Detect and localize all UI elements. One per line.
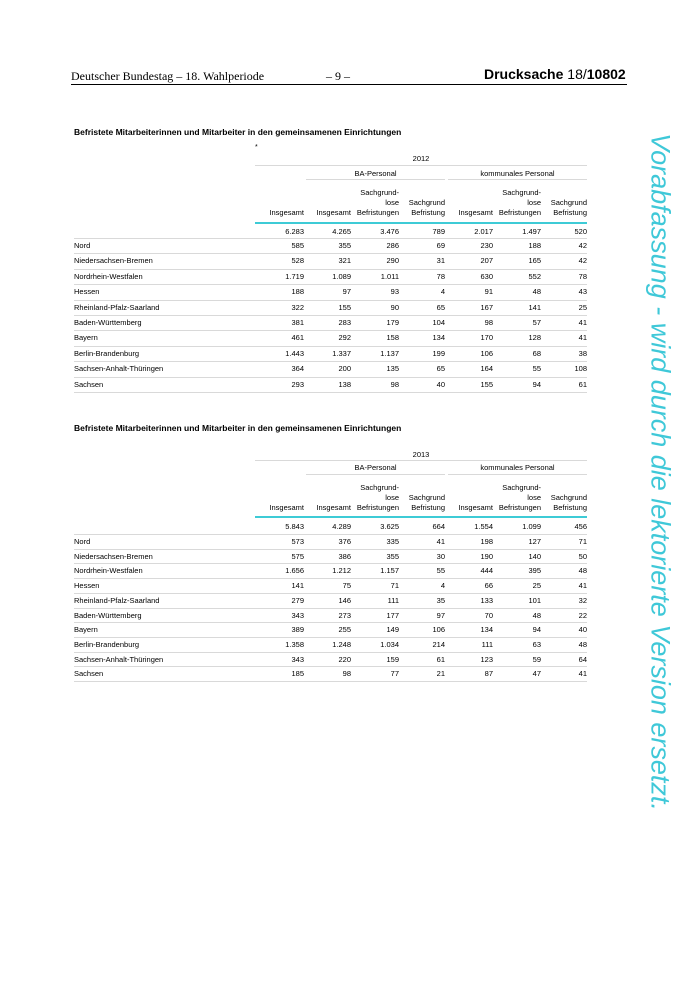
row-divider (74, 608, 587, 609)
total-cell: 664 (432, 522, 445, 531)
drucksache-number-plain: 18/ (563, 66, 587, 82)
table-cell: 48 (578, 639, 587, 649)
table-cell: 21 (436, 669, 445, 679)
total-cell: 2.017 (474, 227, 493, 236)
drucksache-number-bold: 10802 (586, 66, 626, 82)
table-cell: 575 (291, 551, 304, 561)
table-cell: 1.358 (285, 639, 304, 649)
row-label: Hessen (74, 581, 100, 591)
table-cell: 38 (578, 348, 587, 358)
table-cell: 43 (578, 287, 587, 297)
table-cell: 164 (480, 364, 493, 374)
table-cell: 355 (386, 551, 399, 561)
table-cell: 198 (480, 537, 493, 546)
table-cell: 1.011 (380, 271, 399, 281)
table-cell: 94 (532, 625, 541, 635)
column-header: Sachgrund Befristung (550, 198, 587, 217)
header-underline (255, 222, 587, 224)
group-ba-rule (306, 474, 445, 475)
row-label: Berlin-Brandenburg (74, 348, 140, 358)
table-cell: 4 (440, 287, 445, 297)
table-cell: 97 (436, 610, 445, 620)
table-cell: 98 (342, 669, 351, 679)
table-cell: 111 (481, 639, 493, 649)
table-cell: 98 (390, 379, 399, 389)
table-cell: 35 (436, 595, 445, 605)
year-label: 2013 (412, 450, 430, 459)
table-cell: 1.212 (332, 566, 351, 576)
table-cell: 283 (338, 318, 351, 327)
row-label: Sachsen (74, 379, 104, 389)
table-cell: 91 (484, 287, 493, 297)
table-cell: 355 (338, 241, 351, 250)
row-divider (74, 622, 587, 623)
header-left: Deutscher Bundestag – 18. Wahlperiode (71, 69, 265, 83)
table-cell: 4 (440, 581, 445, 591)
table-cell: 41 (578, 333, 587, 343)
group-kommunal-rule (448, 474, 587, 475)
total-cell: 3.476 (380, 227, 399, 236)
table-cell: 573 (291, 537, 304, 546)
table-cell: 444 (480, 566, 493, 576)
row-label: Rheinland-Pfalz-Saarland (74, 595, 160, 605)
header-rule (71, 84, 627, 85)
row-divider (74, 361, 587, 362)
table-cell: 255 (338, 625, 351, 635)
group-ba-label: BA-Personal (354, 463, 397, 472)
table-cell: 61 (578, 379, 587, 389)
table-cell: 94 (532, 379, 541, 389)
table-cell: 68 (532, 348, 541, 358)
total-cell: 4.289 (332, 522, 351, 531)
column-header: Insgesamt (269, 208, 304, 217)
column-header: Sachgrund- lose Befristungen (356, 483, 399, 512)
table-cell: 335 (386, 537, 399, 546)
table-cell: 66 (484, 581, 493, 591)
table-cell: 40 (578, 625, 587, 635)
column-header: Insgesamt (269, 503, 304, 512)
table-cell: 381 (291, 318, 304, 327)
table-cell: 292 (338, 333, 351, 343)
row-label: Rheinland-Pfalz-Saarland (74, 302, 160, 312)
table-cell: 32 (578, 595, 587, 605)
table-cell: 71 (578, 537, 587, 546)
row-label: Sachsen-Anhalt-Thüringen (74, 654, 164, 664)
table-cell: 98 (484, 318, 493, 327)
table-cell: 165 (528, 256, 541, 266)
group-kommunal-rule (448, 179, 587, 180)
table-cell: 65 (436, 302, 445, 312)
row-divider (74, 253, 587, 254)
row-label: Nordrhein-Westfalen (74, 271, 143, 281)
table-cell: 386 (338, 551, 351, 561)
row-label: Bayern (74, 625, 98, 635)
row-label: Baden-Württemberg (74, 610, 142, 620)
table-cell: 395 (528, 566, 541, 576)
table-cell: 41 (578, 669, 587, 679)
row-divider (74, 300, 587, 301)
table-cell: 59 (532, 654, 541, 664)
column-header: Sachgrund Befristung (408, 493, 445, 512)
table-cell: 214 (432, 639, 445, 649)
table-cell: 1.443 (285, 348, 304, 358)
table-title-2013: Befristete Mitarbeiterinnen und Mitarbeiter in den gemeinsamenen Einrichtungen (74, 423, 402, 433)
table-cell: 128 (528, 333, 541, 343)
row-divider (74, 377, 587, 378)
table-cell: 200 (338, 364, 351, 374)
table-cell: 343 (291, 610, 304, 620)
table-cell: 1.656 (285, 566, 304, 576)
asterisk-mark: * (255, 144, 258, 151)
table-cell: 140 (528, 551, 541, 561)
table-cell: 134 (480, 625, 493, 635)
table-cell: 321 (338, 256, 351, 266)
table-cell: 47 (532, 669, 541, 679)
total-cell: 456 (574, 522, 587, 531)
row-divider (74, 330, 587, 331)
table-cell: 188 (291, 287, 304, 297)
table-cell: 1.089 (332, 271, 351, 281)
total-cell: 1.554 (474, 522, 493, 531)
group-ba-rule (306, 179, 445, 180)
table-cell: 70 (484, 610, 493, 620)
row-label: Sachsen (74, 669, 104, 679)
table-cell: 207 (480, 256, 493, 266)
draft-watermark: Vorabfassung - wird durch die lektorierte Version ersetzt. (645, 133, 676, 811)
header-rule-top (255, 165, 587, 166)
total-cell: 1.099 (522, 522, 541, 531)
column-header: Sachgrund Befristung (550, 493, 587, 512)
table-cell: 273 (338, 610, 351, 620)
table-cell: 155 (338, 302, 351, 312)
row-label: Baden-Württemberg (74, 318, 142, 327)
table-cell: 286 (386, 241, 399, 250)
table-cell: 322 (291, 302, 304, 312)
row-label: Nordrhein-Westfalen (74, 566, 143, 576)
column-header: Insgesamt (458, 503, 493, 512)
table-cell: 230 (480, 241, 493, 250)
row-divider (74, 593, 587, 594)
table-cell: 293 (291, 379, 304, 389)
table-cell: 22 (578, 610, 587, 620)
table-cell: 364 (291, 364, 304, 374)
column-header: Insgesamt (458, 208, 493, 217)
group-ba-label: BA-Personal (354, 169, 397, 178)
row-label: Nord (74, 241, 91, 250)
table-cell: 141 (528, 302, 541, 312)
row-divider (74, 534, 587, 535)
table-cell: 42 (578, 256, 587, 266)
table-cell: 71 (390, 581, 399, 591)
table-cell: 31 (436, 256, 445, 266)
row-label: Berlin-Brandenburg (74, 639, 140, 649)
table-cell: 146 (338, 595, 351, 605)
page-number: – 9 – (326, 69, 350, 83)
table-cell: 158 (386, 333, 399, 343)
row-divider (74, 549, 587, 550)
row-label: Sachsen-Anhalt-Thüringen (74, 364, 164, 374)
table-cell: 101 (528, 595, 541, 605)
table-cell: 69 (436, 241, 445, 250)
table-cell: 75 (342, 581, 351, 591)
column-header: Sachgrund- lose Befristungen (356, 188, 399, 217)
table-cell: 78 (578, 271, 587, 281)
drucksache-label: Drucksache (484, 66, 564, 82)
table-cell: 78 (436, 271, 445, 281)
table-cell: 149 (386, 625, 399, 635)
total-cell: 5.843 (285, 522, 304, 531)
table-cell: 106 (480, 348, 493, 358)
row-label: Hessen (74, 287, 100, 297)
table-cell: 61 (436, 654, 445, 664)
table-cell: 159 (386, 654, 399, 664)
table-cell: 528 (291, 256, 304, 266)
table-cell: 389 (291, 625, 304, 635)
table-cell: 279 (291, 595, 304, 605)
row-label: Niedersachsen-Bremen (74, 256, 153, 266)
table-cell: 199 (432, 348, 445, 358)
table-cell: 55 (532, 364, 541, 374)
table-cell: 1.137 (380, 348, 399, 358)
table-cell: 63 (532, 639, 541, 649)
table-cell: 134 (432, 333, 445, 343)
column-header: Insgesamt (316, 503, 351, 512)
header-underline (255, 516, 587, 518)
table-cell: 179 (386, 318, 399, 327)
table-cell: 25 (532, 581, 541, 591)
table-title-2012: Befristete Mitarbeiterinnen und Mitarbeiter in den gemeinsamenen Einrichtungen (74, 127, 402, 137)
group-kommunal-label: kommunales Personal (480, 169, 555, 178)
row-divider (74, 652, 587, 653)
row-divider (74, 284, 587, 285)
group-kommunal-label: kommunales Personal (480, 463, 555, 472)
row-label: Niedersachsen-Bremen (74, 551, 153, 561)
table-cell: 48 (532, 610, 541, 620)
table-cell: 155 (480, 379, 493, 389)
table-cell: 552 (528, 271, 541, 281)
table-cell: 41 (578, 581, 587, 591)
row-label: Nord (74, 537, 91, 546)
table-cell: 42 (578, 241, 587, 250)
row-divider (74, 346, 587, 347)
table-cell: 141 (291, 581, 304, 591)
table-cell: 167 (480, 302, 493, 312)
table-cell: 64 (578, 654, 587, 664)
table-cell: 41 (578, 318, 587, 327)
table-cell: 106 (432, 625, 445, 635)
table-cell: 138 (338, 379, 351, 389)
table-cell: 1.157 (380, 566, 399, 576)
table-cell: 123 (480, 654, 493, 664)
row-divider (74, 238, 587, 239)
table-cell: 135 (386, 364, 399, 374)
table-cell: 111 (387, 595, 399, 605)
table-cell: 25 (578, 302, 587, 312)
table-cell: 343 (291, 654, 304, 664)
column-header: Sachgrund- lose Befristungen (498, 483, 541, 512)
table-cell: 133 (480, 595, 493, 605)
table-cell: 90 (390, 302, 399, 312)
row-divider (74, 681, 587, 682)
header-rule-top (255, 460, 587, 461)
table-cell: 93 (390, 287, 399, 297)
row-divider (74, 666, 587, 667)
table-cell: 290 (386, 256, 399, 266)
table-cell: 77 (390, 669, 399, 679)
total-cell: 1.497 (522, 227, 541, 236)
table-cell: 1.719 (285, 271, 304, 281)
row-divider (74, 563, 587, 564)
total-cell: 520 (574, 227, 587, 236)
table-cell: 55 (436, 566, 445, 576)
table-cell: 48 (532, 287, 541, 297)
total-cell: 3.625 (380, 522, 399, 531)
table-cell: 41 (436, 537, 445, 546)
total-cell: 789 (432, 227, 445, 236)
table-cell: 170 (480, 333, 493, 343)
row-divider (74, 637, 587, 638)
row-divider (74, 578, 587, 579)
year-label: 2012 (412, 154, 430, 163)
table-cell: 108 (574, 364, 587, 374)
table-cell: 185 (291, 669, 304, 679)
table-cell: 220 (338, 654, 351, 664)
table-cell: 50 (578, 551, 587, 561)
column-header: Insgesamt (316, 208, 351, 217)
table-cell: 127 (528, 537, 541, 546)
table-cell: 177 (386, 610, 399, 620)
table-cell: 65 (436, 364, 445, 374)
row-divider (74, 392, 587, 393)
table-cell: 630 (480, 271, 493, 281)
table-cell: 188 (528, 241, 541, 250)
row-label: Bayern (74, 333, 98, 343)
table-cell: 1.034 (380, 639, 399, 649)
table-cell: 104 (432, 318, 445, 327)
table-cell: 87 (484, 669, 493, 679)
total-cell: 4.265 (332, 227, 351, 236)
table-cell: 1.248 (332, 639, 351, 649)
table-cell: 376 (338, 537, 351, 546)
column-header: Sachgrund Befristung (408, 198, 445, 217)
table-cell: 461 (291, 333, 304, 343)
table-cell: 1.337 (332, 348, 351, 358)
table-cell: 40 (436, 379, 445, 389)
table-cell: 97 (342, 287, 351, 297)
row-divider (74, 315, 587, 316)
table-cell: 585 (291, 241, 304, 250)
column-header: Sachgrund- lose Befristungen (498, 188, 541, 217)
table-cell: 48 (578, 566, 587, 576)
table-cell: 57 (532, 318, 541, 327)
total-cell: 6.283 (285, 227, 304, 236)
table-cell: 30 (436, 551, 445, 561)
header-right (484, 66, 626, 82)
table-cell: 190 (480, 551, 493, 561)
row-divider (74, 269, 587, 270)
